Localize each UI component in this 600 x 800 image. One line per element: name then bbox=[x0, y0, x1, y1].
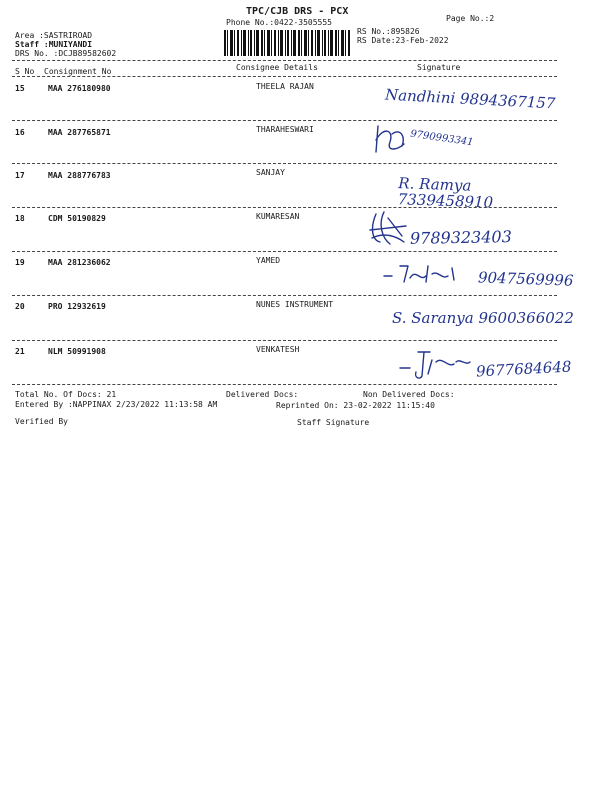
divider bbox=[12, 120, 557, 121]
divider bbox=[12, 76, 557, 77]
handwritten-signature: R. Ramya 7339458910 bbox=[397, 174, 494, 212]
row-consignment: MAA 287765871 bbox=[48, 128, 111, 137]
signature-scribble bbox=[366, 208, 410, 248]
handwritten-signature: S. Saranya 9600366022 bbox=[392, 309, 574, 327]
row-sno: 20 bbox=[15, 302, 25, 311]
delivered-docs: Delivered Docs: bbox=[226, 390, 299, 399]
row-sno: 15 bbox=[15, 84, 25, 93]
divider bbox=[12, 60, 557, 61]
row-consignment: PRO 12932619 bbox=[48, 302, 106, 311]
verified-by-label: Verified By bbox=[15, 417, 68, 426]
signature-scribble bbox=[398, 346, 472, 382]
rs-number: RS No.:895826 bbox=[357, 27, 420, 36]
handwritten-signature: 9047569996 bbox=[477, 268, 574, 290]
row-consignee: KUMARESAN bbox=[256, 212, 300, 221]
area-label: Area :SASTRIROAD bbox=[15, 31, 93, 40]
divider bbox=[12, 251, 557, 252]
row-consignee: SANJAY bbox=[256, 168, 285, 177]
row-sno: 19 bbox=[15, 258, 25, 267]
row-sno: 21 bbox=[15, 347, 25, 356]
phone-number: Phone No.:0422-3505555 bbox=[226, 18, 332, 27]
row-consignee: YAMED bbox=[256, 256, 281, 265]
divider bbox=[12, 163, 557, 164]
handwritten-signature: 9789323403 bbox=[409, 227, 512, 248]
handwritten-signature: 9790993341 bbox=[409, 128, 475, 149]
row-consignee: VENKATESH bbox=[256, 345, 300, 354]
handwritten-signature: 9677684648 bbox=[475, 357, 572, 381]
handwritten-signature: Nandhini 9894367157 bbox=[384, 85, 556, 113]
row-consignee: NUNES INSTRUMENT bbox=[256, 300, 334, 309]
row-consignee: THEELA RAJAN bbox=[256, 82, 314, 91]
document-title: TPC/CJB DRS - PCX bbox=[246, 6, 349, 17]
row-consignment: CDM 50190829 bbox=[48, 214, 106, 223]
row-consignment: NLM 50991908 bbox=[48, 347, 106, 356]
entered-by: Entered By :NAPPINAX 2/23/2022 11:13:58 AM bbox=[15, 400, 218, 409]
row-sno: 16 bbox=[15, 128, 25, 137]
barcode-image bbox=[224, 30, 352, 56]
divider bbox=[12, 295, 557, 296]
row-consignment: MAA 281236062 bbox=[48, 258, 111, 267]
signature-scribble bbox=[382, 260, 472, 290]
non-delivered-docs: Non Delivered Docs: bbox=[363, 390, 455, 399]
staff-signature-label: Staff Signature bbox=[297, 418, 370, 427]
row-sno: 18 bbox=[15, 214, 25, 223]
column-header-sno: S No bbox=[15, 67, 35, 76]
reprinted-on: Reprinted On: 23-02-2022 11:15:40 bbox=[276, 401, 435, 410]
signature-scribble bbox=[372, 122, 412, 158]
drs-number: DRS No. :DCJB89582602 bbox=[15, 49, 117, 58]
column-header-signature: Signature bbox=[417, 63, 461, 72]
rs-date: RS Date:23-Feb-2022 bbox=[357, 36, 449, 45]
staff-label: Staff :MUNIYANDI bbox=[15, 40, 93, 49]
row-consignment: MAA 276180980 bbox=[48, 84, 111, 93]
total-docs: Total No. Of Docs: 21 bbox=[15, 390, 117, 399]
row-sno: 17 bbox=[15, 171, 25, 180]
divider bbox=[12, 207, 557, 208]
page-number: Page No.:2 bbox=[446, 14, 495, 23]
row-consignment: MAA 288776783 bbox=[48, 171, 111, 180]
row-consignee: THARAHESWARI bbox=[256, 125, 314, 134]
column-header-consignment: Consignment No bbox=[44, 67, 112, 76]
divider bbox=[12, 384, 557, 385]
divider bbox=[12, 340, 557, 341]
column-header-consignee: Consignee Details bbox=[236, 63, 318, 72]
